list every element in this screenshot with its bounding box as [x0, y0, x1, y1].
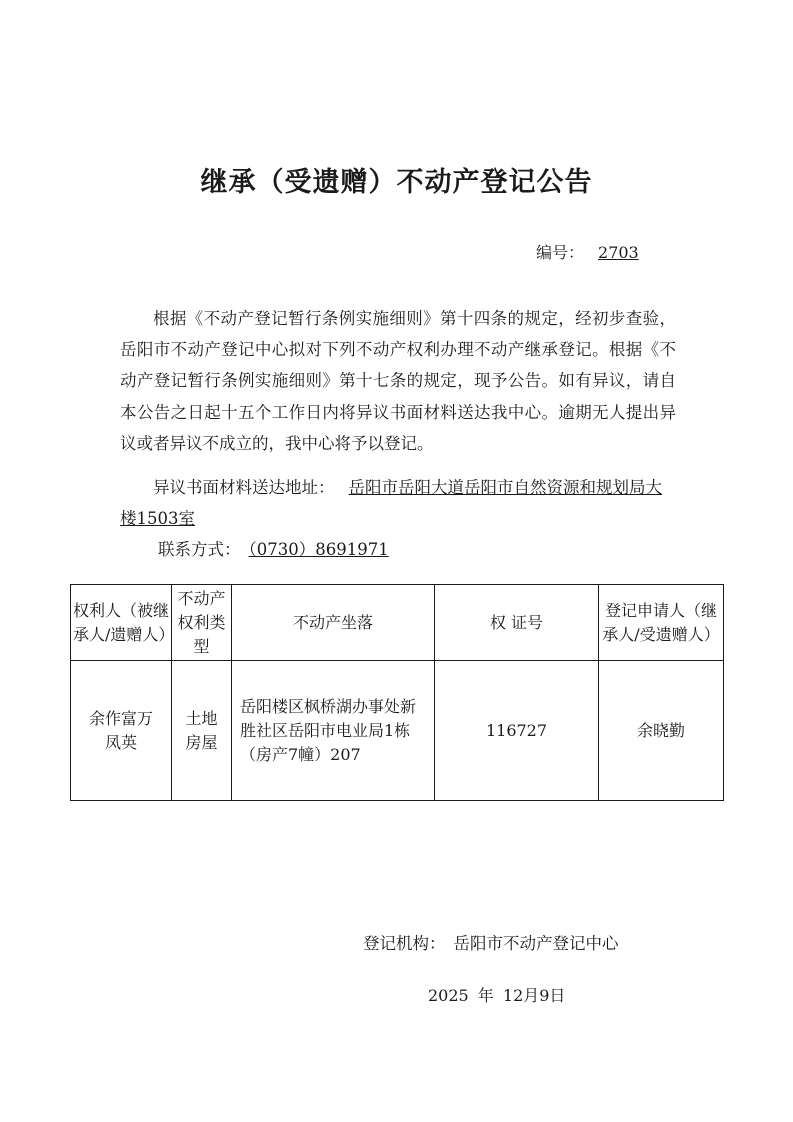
registration-table — [70, 584, 724, 801]
address-value: 岳阳市岳阳大道岳阳市自然资源和规 — [348, 478, 613, 497]
contact-phone: （0730）8691971 — [248, 540, 389, 559]
cell-holder: 余作富万凤英 — [71, 661, 172, 801]
header-location: 不动产坐落 — [232, 585, 435, 661]
authority-value: 岳阳市不动产登记中心 — [453, 934, 619, 953]
cell-type: 土地房屋 — [172, 661, 232, 801]
serial-number — [536, 240, 639, 263]
table-row — [71, 661, 724, 801]
contact-label: 联系方式： — [158, 540, 241, 559]
cell-applicant: 余晓勤 — [599, 661, 724, 801]
address-label: 异议书面材料送达地址： — [153, 478, 335, 497]
cell-cert-no: 116727 — [435, 661, 599, 801]
announcement-date: 2025 年 12月9日 — [428, 986, 566, 1005]
registration-authority — [363, 930, 619, 954]
table-header-row — [71, 585, 724, 661]
cell-location: 岳阳楼区枫桥湖办事处新胜社区岳阳市电业局1栋（房产7幢）207 — [232, 661, 435, 801]
objection-address — [120, 472, 676, 534]
header-holder: 权利人（被继承人/遗赠人） — [71, 585, 172, 661]
serial-label: 编号： — [536, 243, 585, 262]
authority-label: 登记机构： — [363, 934, 446, 953]
address-value-cont: 划局大楼1503室 — [120, 478, 662, 529]
header-cert-no: 权 证号 — [435, 585, 599, 661]
contact-info — [158, 536, 407, 560]
header-applicant: 登记申请人（继承人/受遗赠人） — [599, 585, 724, 661]
serial-value: 2703 — [598, 243, 639, 262]
page-title: 继承（受遗赠）不动产登记公告 — [200, 167, 593, 198]
announcement-body: 根据《不动产登记暂行条例实施细则》第十四条的规定，经初步查验，岳阳市不动产登记中心拟对下列不动产权利办理不动产继承登记。根据《不动产登记暂行条例实施细则》第十七条的规定，现予公告。如有异议，请自本公告之日起十五个工作日内将异议书面材料送达我中心。逾期无人提出异议或者异议不成立的，我中心将予以登记。 — [120, 309, 676, 453]
header-type: 不动产权利类型 — [172, 585, 232, 661]
